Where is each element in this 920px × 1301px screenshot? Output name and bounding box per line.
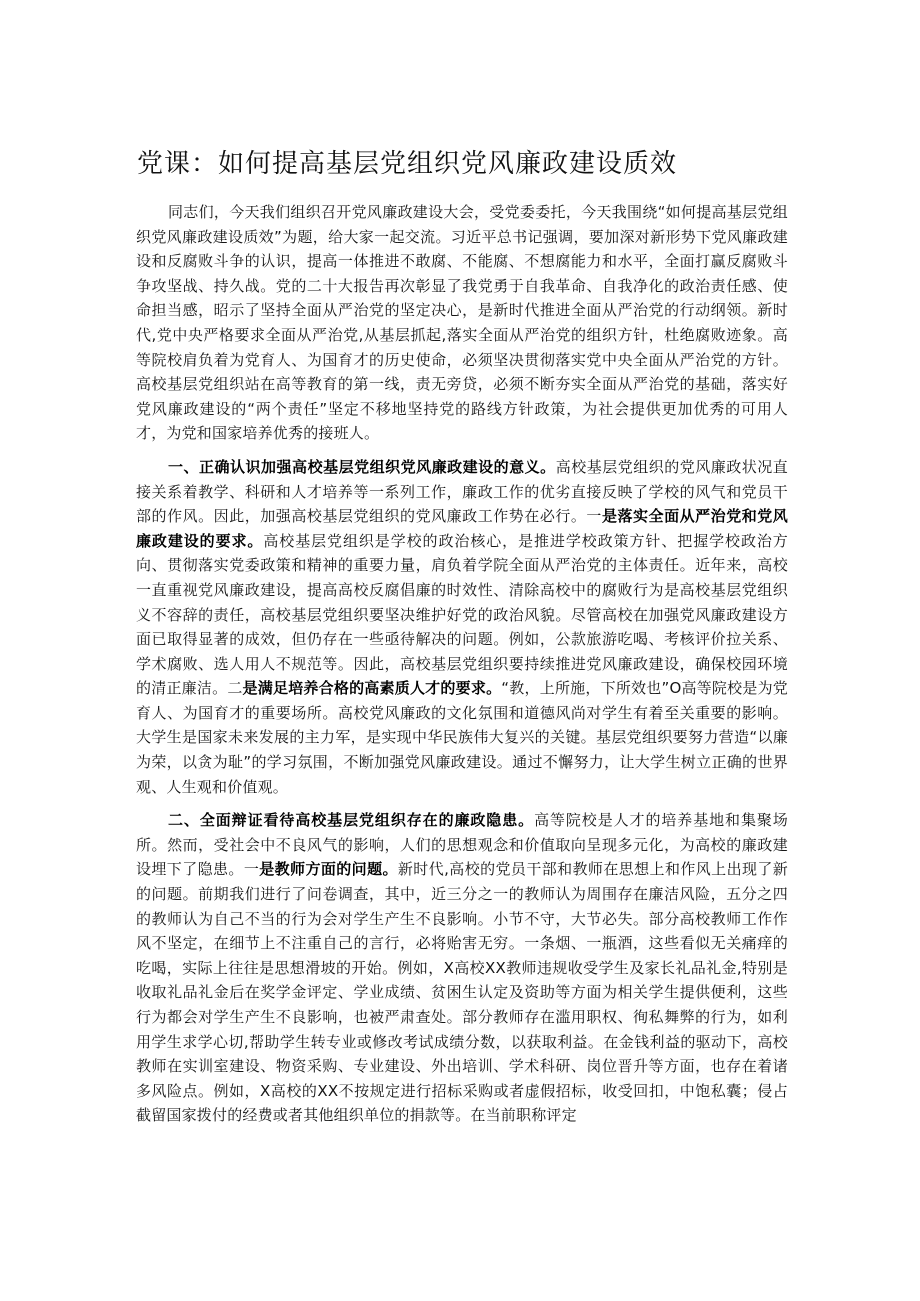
document-body [136,200,788,1128]
paragraph-section-two [136,808,788,1128]
paragraph-intro [136,200,788,446]
text-run: 新时代,高校的党员干部和教师在思想上和作风上出现了新的问题。前期我们进行了问卷调查，其中，近三分之一的教师认为周围存在廉洁风险，五分之四的教师认为自己不当的行为会对学生产生不良影响。小节不守，大节必失。部分高校教师工作作风不坚定，在细节上不注重自己的言行，必将贻害无穷。一条烟、一瓶酒，这些看似无关痛痒的吃喝，实际上往往是思想滑坡的开始。例如，X高校XX教师违规收受学生及家长礼品礼金,特别是收取礼品礼金后在奖学金评定、学业成绩、贫困生认定及资助等方面为相关学生提供便利，这些行为都会对学生产生不良影响，也被严肃查处。部分教师存在滥用职权、徇私舞弊的行为，如利用学生求学心切,帮助学生转专业或修改考试成绩分数，以获取利益。在金钱利益的驱动下，高校教师在实训室建设、物资采购、专业建设、外出培训、学术科研、岗位晋升等方面，也存在着诸多风险点。例如，X高校的XX不按规定进行招标采购或者虚假招标，收受回扣，中饱私囊；侵占截留国家拨付的经费或者其他组织单位的捐款等。在当前职称评定 [136,860,788,1125]
bold-point: 是教师方面的问题。 [259,860,398,879]
section-heading: 一、正确认识加强高校基层党组织党风廉政建设的意义。 [168,457,556,476]
bold-point: 是落实全面从严治党和党风廉政建设的要求。 [136,507,788,550]
document-title: 党课：如何提高基层党组织党风廉政建设质效 [137,149,678,179]
section-heading: 二、全面辩证看待高校基层党组织存在的廉政隐患。 [168,811,535,830]
paragraph-section-one [136,455,788,799]
text-run: 高校基层党组织是学校的政治核心，是推进学校政策方针、把握学校政治方向、贯彻落实党委政策和精神的重要力量，肩负着学院全面从严治党的主体责任。近年来，高校一直重视党风廉政建设，提高高校反腐倡廉的时效性、清除高校中的腐败行为是高校基层党组织义不容辞的责任，高校基层党组织要坚决维护好党的政治风貌。尽管高校在加强党风廉政建设方面已取得显著的成效，但仍存在一些亟待解决的问题。例如，公款旅游吃喝、考核评价拉关系、学术腐败、选人用人不规范等。因此，高校基层党组织要持续推进党风廉政建设，确保校园环境的清正廉洁。二 [136,531,788,698]
text-run: 同志们，今天我们组织召开党风廉政建设大会，受党委委托，今天我围绕“如何提高基层党组织党风廉政建设质效”为题，给大家一起交流。习近平总书记强调，要加深对新形势下党风廉政建设和反腐败斗争的认识，提高一体推进不敢腐、不能腐、不想腐能力和水平，全面打赢反腐败斗争攻坚战、持久战。党的二十大报告再次彰显了我党勇于自我革命、自我净化的政治责任感、使命担当感，昭示了坚持全面从严治党的坚定决心，是新时代推进全面从严治党的行动纲领。新时代,党中央严格要求全面从严治党,从基层抓起,落实全面从严治党的组织方针，杜绝腐败迹象。高等院校肩负着为党育人、为国育才的历史使命，必须坚决贯彻落实党中央全面从严治党的方针。高校基层党组织站在高等教育的第一线，责无旁贷，必须不断夯实全面从严治党的基础，落实好党风廉政建设的“两个责任”坚定不移地坚持党的路线方针政策，为社会提供更加优秀的可用人才，为党和国家培养优秀的接班人。 [136,203,788,443]
text-run: 高校基层党组织的党风廉政状况直接关系着教学、科研和人才培养等一系列工作，廉政工作的优劣直接反映了学校的风气和党员干部的作风。因此，加强高校基层党组织的党风廉政工作势在必行。一 [136,457,788,526]
bold-point: 是满足培养合格的高素质人才的要求。 [242,679,502,698]
text-run: 高等院校是人才的培养基地和集聚场所。然而，受社会中不良风气的影响，人们的思想观念和价值取向呈现多元化，为高校的廉政建设埋下了隐患。一 [136,811,788,879]
text-run: “教，上所施，下所效也”O高等院校是为党育人、为国育才的重要场所。高校党风廉政的文化氛围和道德风尚对学生有着至关重要的影响。大学生是国家未来发展的主力军，是实现中华民族伟大复兴的关键。基层党组织要努力营造“以廉为荣，以贪为耻”的学习氛围，不断加强党风廉政建设。通过不懈努力，让大学生树立正确的世界观、人生观和价值观。 [136,679,789,796]
